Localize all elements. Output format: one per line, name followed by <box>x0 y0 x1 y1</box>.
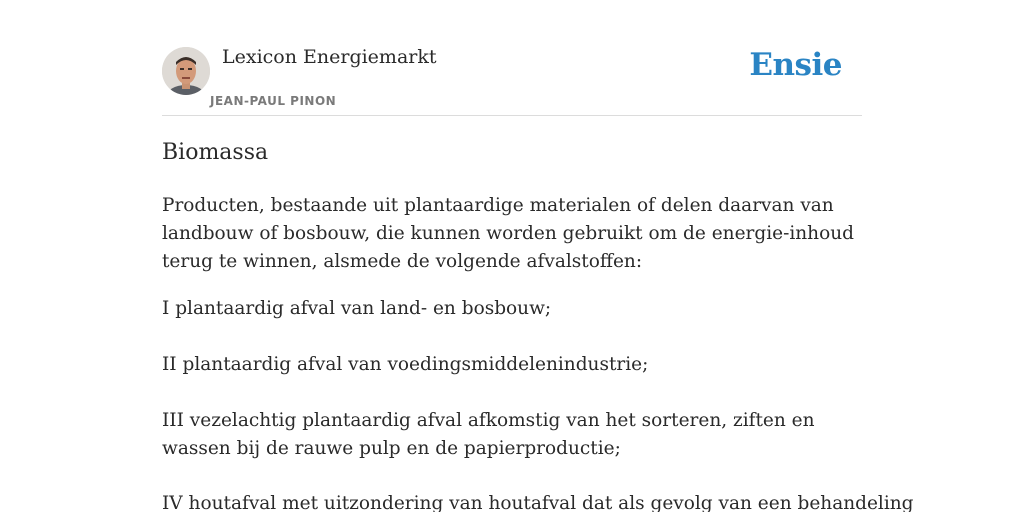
avatar-photo-icon <box>162 47 210 95</box>
avatar[interactable] <box>162 47 210 95</box>
entry-title: Biomassa <box>162 140 269 165</box>
entry-paragraph: IV houtafval met uitzondering van houtafval dat als gevolg van een behandeling <box>162 493 914 512</box>
entry-paragraph: III vezelachtig plantaardig afval afkomstig van het sorteren, ziften en wassen bij de rauwe pulp en de papierproductie; <box>162 410 815 459</box>
author-name[interactable]: JEAN-PAUL PINON <box>210 94 337 108</box>
header <box>162 0 862 116</box>
entry-paragraph: I plantaardig afval van land- en bosbouw; <box>162 298 552 319</box>
entry-paragraph: Producten, bestaande uit plantaardige materialen of delen daarvan van landbouw of bosbouw, die kunnen worden gebruikt om de energie-inhoud terug te winnen, alsmede de volgende afvalstoffen: <box>162 195 854 272</box>
header-title[interactable]: Lexicon Energiemarkt <box>222 46 437 68</box>
brand-logo[interactable]: Ensie <box>749 47 842 83</box>
entry-paragraph: II plantaardig afval van voedingsmiddelenindustrie; <box>162 354 649 375</box>
page <box>162 0 914 512</box>
